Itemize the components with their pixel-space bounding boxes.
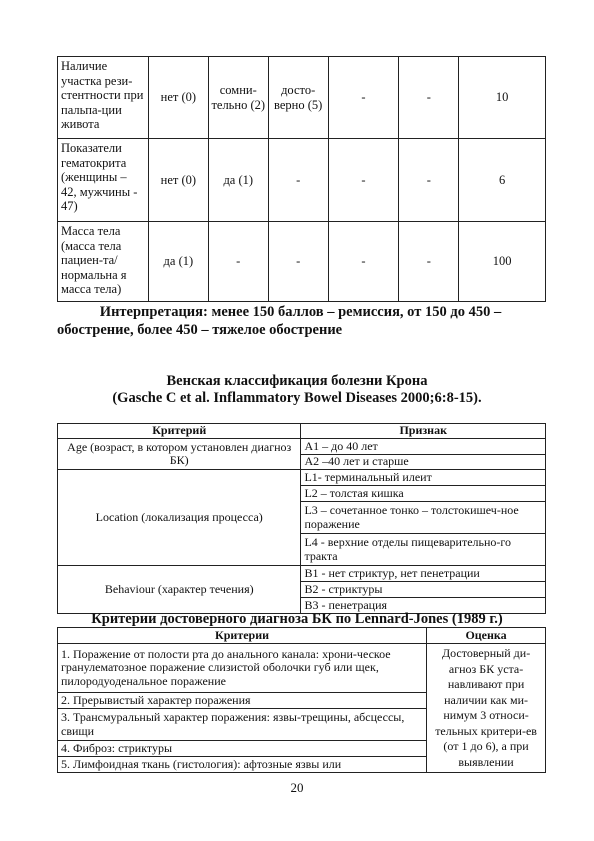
criterion-cell: Location (локализация процесса) [58,470,301,566]
sign-cell: А1 – до 40 лет [301,439,546,455]
interpretation-text [57,303,544,339]
table-header-row [58,424,546,439]
column-header: Признак [301,424,546,439]
activity-index-table [57,56,546,302]
criterion-cell: 2. Прерывистый характер поражения [58,693,427,709]
score-cell: нет (0) [148,139,208,222]
table-row [58,222,546,302]
score-cell: нет (0) [148,57,208,139]
table-row [58,57,546,139]
table-row [58,644,546,693]
score-cell: - [268,222,328,302]
lennard-jones-criteria-table [57,627,546,773]
lennard-title: Критерии достоверного диагноза БК по Lennard-Jones (1989 г.) [91,611,503,627]
table-row [58,566,546,582]
score-cell: да (1) [148,222,208,302]
table-header-row [58,628,546,644]
score-cell: - [399,222,459,302]
criterion-cell: Масса тела (масса тела пациен-та/нормальна я масса тела) [58,222,149,302]
factor-cell: 10 [459,57,546,139]
score-cell: досто-верно (5) [268,57,328,139]
column-header: Критерии [58,628,427,644]
score-cell: - [399,57,459,139]
criterion-cell: 4. Фиброз: стриктуры [58,741,427,757]
table-row [58,470,546,486]
sign-cell: B2 - стриктуры [301,582,546,598]
vienna-subtitle: (Gasche C et al. Inflammatory Bowel Diseases 2000;6:8-15). [112,390,482,406]
sign-cell: B1 - нет стриктур, нет пенетрации [301,566,546,582]
score-cell: - [268,139,328,222]
column-header: Критерий [58,424,301,439]
score-cell: сомни-тельно (2) [208,57,268,139]
score-cell: - [328,222,399,302]
score-cell: Достоверный ди-агноз БК уста-навливают при наличии как ми-нимум 3 относи-тельных критери-ев (от 1 до 6), а при выявлении [427,644,546,773]
criterion-cell: Behaviour (характер течения) [58,566,301,614]
interpretation-line-1: Интерпретация: менее 150 баллов – ремиссия, от 150 до 450 – [99,304,502,320]
sign-cell: L1- терминальный илеит [301,470,546,486]
score-cell: - [328,139,399,222]
criterion-cell: 5. Лимфоидная ткань (гистология): афтозные язвы или [58,757,427,773]
vienna-title: Венская классификация болезни Крона [166,373,428,389]
sign-cell: L4 - верхние отделы пищеварительно-го тракта [301,534,546,566]
sign-cell: B3 - пенетрация [301,598,546,614]
table-row [58,439,546,455]
criterion-cell: Age (возраст, в котором установлен диагноз БК) [58,439,301,470]
sign-cell: L3 – сочетанное тонко – толстокишеч-ное поражение [301,502,546,534]
score-cell: да (1) [208,139,268,222]
criterion-cell: 1. Поражение от полости рта до анального канала: хрони-ческое гранулематозное поражение слизистой оболочки губ или щек, пилородуоденальное поражение [58,644,427,693]
sign-cell: А2 –40 лет и старше [301,455,546,470]
score-cell: - [208,222,268,302]
table-row [58,139,546,222]
column-header: Оценка [427,628,546,644]
score-cell: - [399,139,459,222]
score-cell: - [328,57,399,139]
criterion-cell: Показатели гематокрита (женщины – 42, мужчины - 47) [58,139,149,222]
factor-cell: 100 [459,222,546,302]
page-number: 20 [290,780,304,795]
criterion-cell: Наличие участка рези-стентности при пальпа-ции живота [58,57,149,139]
criterion-cell: 3. Трансмуральный характер поражения: язвы-трещины, абсцессы, свищи [58,709,427,741]
sign-cell: L2 – толстая кишка [301,486,546,502]
interpretation-line-2: обострение, более 450 – тяжелое обострение [57,322,343,338]
vienna-classification-table [57,423,546,614]
factor-cell: 6 [459,139,546,222]
